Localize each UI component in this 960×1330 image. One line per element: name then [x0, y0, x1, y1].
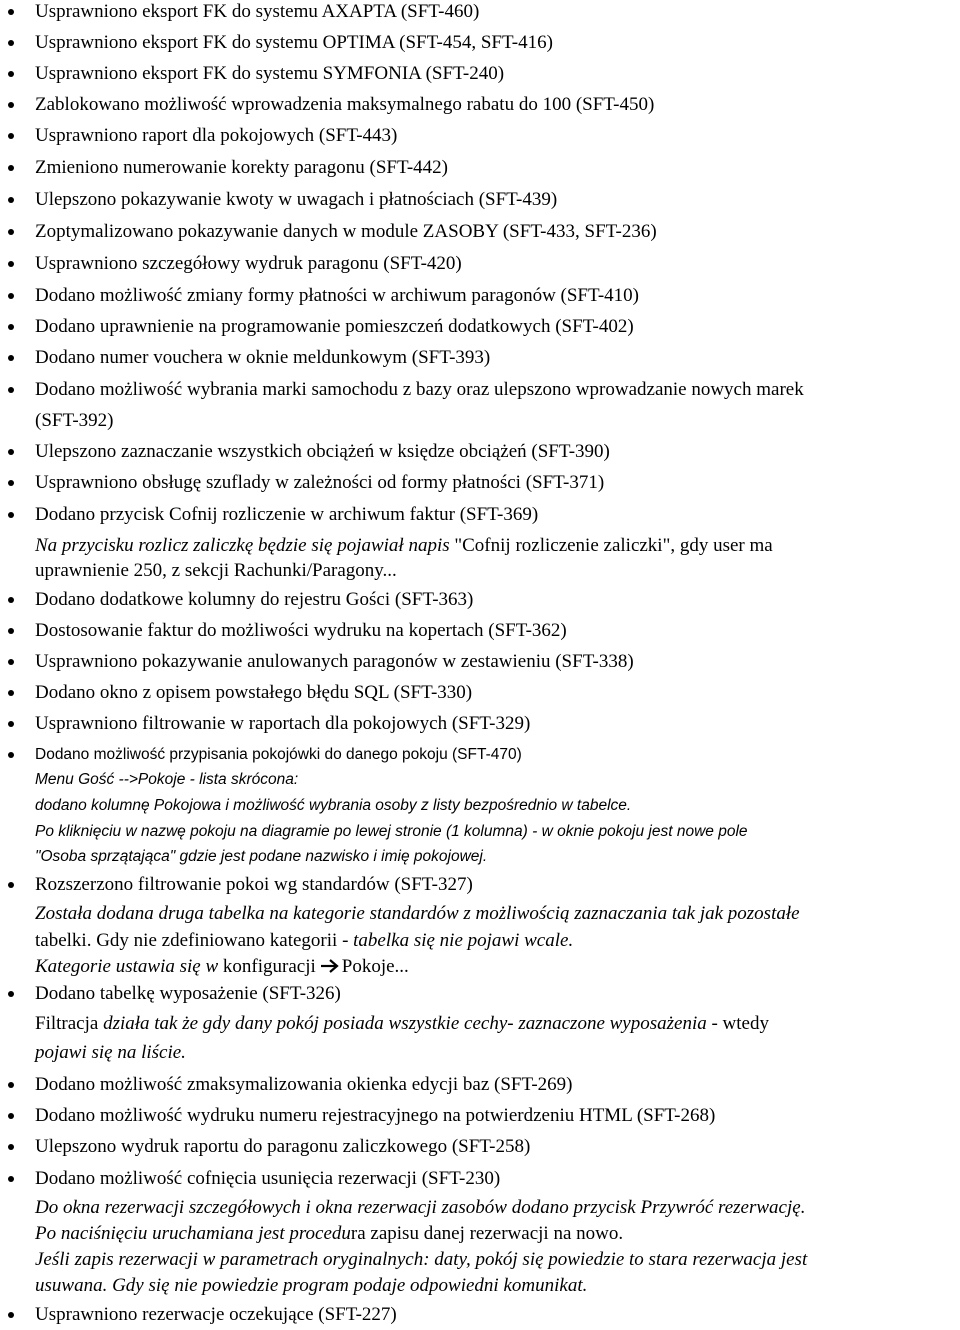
bullet-icon — [8, 9, 14, 15]
note-line: Po kliknięciu w nazwę pokoju na diagramie po lewej stronie (1 kolumna) - w oknie pokoju jest nowe pole — [35, 823, 748, 840]
note-line: Została dodana druga tabelka na kategorie standardów z możliwością zaznaczania tak jak pozostałe — [35, 903, 800, 924]
bullet-icon — [8, 261, 14, 267]
list-item: Usprawniono raport dla pokojowych (SFT-443) — [35, 124, 957, 147]
note-line: uprawnienie 250, z sekcji Rachunki/Paragony... — [35, 560, 397, 581]
bullet-icon — [8, 1082, 14, 1088]
bullet-icon — [8, 197, 14, 203]
arrow-right-icon — [320, 958, 340, 974]
bullet-icon — [8, 71, 14, 77]
note-line: dodano kolumnę Pokojowa i możliwość wybrania osoby z listy bezpośrednio w tabelce. — [35, 797, 632, 814]
list-item: Rozszerzono filtrowanie pokoi wg standardów (SFT-327) — [35, 873, 957, 896]
note-line: Na przycisku rozlicz zaliczkę będzie się pojawiał napis "Cofnij rozliczenie zaliczki", gdy user ma — [35, 535, 773, 556]
list-item: Dodano okno z opisem powstałego błędu SQL (SFT-330) — [35, 681, 957, 704]
bullet-icon — [8, 1113, 14, 1119]
bullet-icon — [8, 165, 14, 171]
bullet-icon — [8, 721, 14, 727]
list-item: Usprawniono eksport FK do systemu AXAPTA (SFT-460) — [35, 0, 957, 23]
bullet-icon — [8, 40, 14, 46]
bullet-icon — [8, 480, 14, 486]
bullet-icon — [8, 133, 14, 139]
list-item: Usprawniono szczegółowy wydruk paragonu (SFT-420) — [35, 252, 957, 275]
bullet-icon — [8, 882, 14, 888]
list-item: Ulepszono zaznaczanie wszystkich obciążeń w księdze obciążeń (SFT-390) — [35, 440, 957, 463]
list-item: Dodano numer vouchera w oknie meldunkowym (SFT-393) — [35, 346, 957, 369]
list-item: Dodano możliwość zmaksymalizowania okienka edycji baz (SFT-269) — [35, 1073, 957, 1096]
bullet-icon — [8, 597, 14, 603]
list-item: Usprawniono eksport FK do systemu OPTIMA (SFT-454, SFT-416) — [35, 31, 957, 54]
bullet-icon — [8, 512, 14, 518]
note-line: Po naciśnięciu uruchamiana jest procedura zapisu danej rezerwacji na nowo. — [35, 1223, 624, 1244]
bullet-icon — [8, 449, 14, 455]
bullet-icon — [8, 324, 14, 330]
note-line: usuwana. Gdy się nie powiedzie program podaje odpowiedni komunikat. — [35, 1275, 588, 1296]
bullet-icon — [8, 752, 14, 758]
note-line: Jeśli zapis rezerwacji w parametrach oryginalnych: daty, pokój się powiedzie to stara rezerwacja jest — [35, 1249, 808, 1270]
list-item: Dodano możliwość przypisania pokojówki do danego pokoju (SFT-470) — [35, 743, 957, 766]
note-line: Menu Gość -->Pokoje - lista skrócona: — [35, 771, 299, 788]
note-line: Do okna rezerwacji szczegółowych i okna rezerwacji zasobów dodano przycisk Przywróć rezerwację. — [35, 1197, 806, 1218]
list-item: Dostosowanie faktur do możliwości wydruku na kopertach (SFT-362) — [35, 619, 957, 642]
list-item: Ulepszono pokazywanie kwoty w uwagach i płatnościach (SFT-439) — [35, 188, 957, 211]
bullet-icon — [8, 628, 14, 634]
bullet-icon — [8, 1176, 14, 1182]
list-item: Dodano przycisk Cofnij rozliczenie w archiwum faktur (SFT-369) — [35, 503, 957, 526]
note-line: "Osoba sprzątająca" gdzie jest podane nazwisko i imię pokojowej. — [35, 848, 488, 865]
list-item: Usprawniono eksport FK do systemu SYMFONIA (SFT-240) — [35, 62, 957, 85]
list-item: Zablokowano możliwość wprowadzenia maksymalnego rabatu do 100 (SFT-450) — [35, 93, 957, 116]
list-item: Usprawniono obsługę szuflady w zależności od formy płatności (SFT-371) — [35, 471, 957, 494]
bullet-icon — [8, 1312, 14, 1318]
list-item: Dodano dodatkowe kolumny do rejestru Gości (SFT-363) — [35, 588, 957, 611]
note-line: Filtracja działa tak że gdy dany pokój posiada wszystkie cechy- zaznaczone wyposażenia - wtedy — [35, 1013, 769, 1034]
list-item: Usprawniono rezerwacje oczekujące (SFT-227) — [35, 1303, 957, 1326]
list-item: Ulepszono wydruk raportu do paragonu zaliczkowego (SFT-258) — [35, 1135, 957, 1158]
bullet-icon — [8, 991, 14, 997]
list-item: Dodano możliwość cofnięcia usunięcia rezerwacji (SFT-230) — [35, 1167, 957, 1190]
list-item: Dodano możliwość wybrania marki samochodu z bazy oraz ulepszono wprowadzanie nowych marek — [35, 378, 957, 401]
list-item: Dodano uprawnienie na programowanie pomieszczeń dodatkowych (SFT-402) — [35, 315, 957, 338]
bullet-icon — [8, 1144, 14, 1150]
bullet-icon — [8, 690, 14, 696]
list-item: Usprawniono pokazywanie anulowanych paragonów w zestawieniu (SFT-338) — [35, 650, 957, 673]
bullet-icon — [8, 102, 14, 108]
bullet-icon — [8, 387, 14, 393]
bullet-icon — [8, 659, 14, 665]
bullet-icon — [8, 293, 14, 299]
list-item: Dodano tabelkę wyposażenie (SFT-326) — [35, 982, 957, 1005]
note-line: pojawi się na liście. — [35, 1042, 186, 1063]
list-item: Dodano możliwość wydruku numeru rejestracyjnego na potwierdzeniu HTML (SFT-268) — [35, 1104, 957, 1127]
list-item: Zmieniono numerowanie korekty paragonu (SFT-442) — [35, 156, 957, 179]
bullet-icon — [8, 355, 14, 361]
note-line: tabelki. Gdy nie zdefiniowano kategorii - tabelka się nie pojawi wcale. — [35, 930, 574, 951]
list-item: Usprawniono filtrowanie w raportach dla pokojowych (SFT-329) — [35, 712, 957, 735]
list-item: Zoptymalizowano pokazywanie danych w module ZASOBY (SFT-433, SFT-236) — [35, 220, 957, 243]
list-item-continuation: (SFT-392) — [35, 410, 114, 431]
bullet-icon — [8, 229, 14, 235]
list-item: Dodano możliwość zmiany formy płatności w archiwum paragonów (SFT-410) — [35, 284, 957, 307]
note-line: Kategorie ustawia się w konfiguracji Pokoje... — [35, 956, 409, 977]
